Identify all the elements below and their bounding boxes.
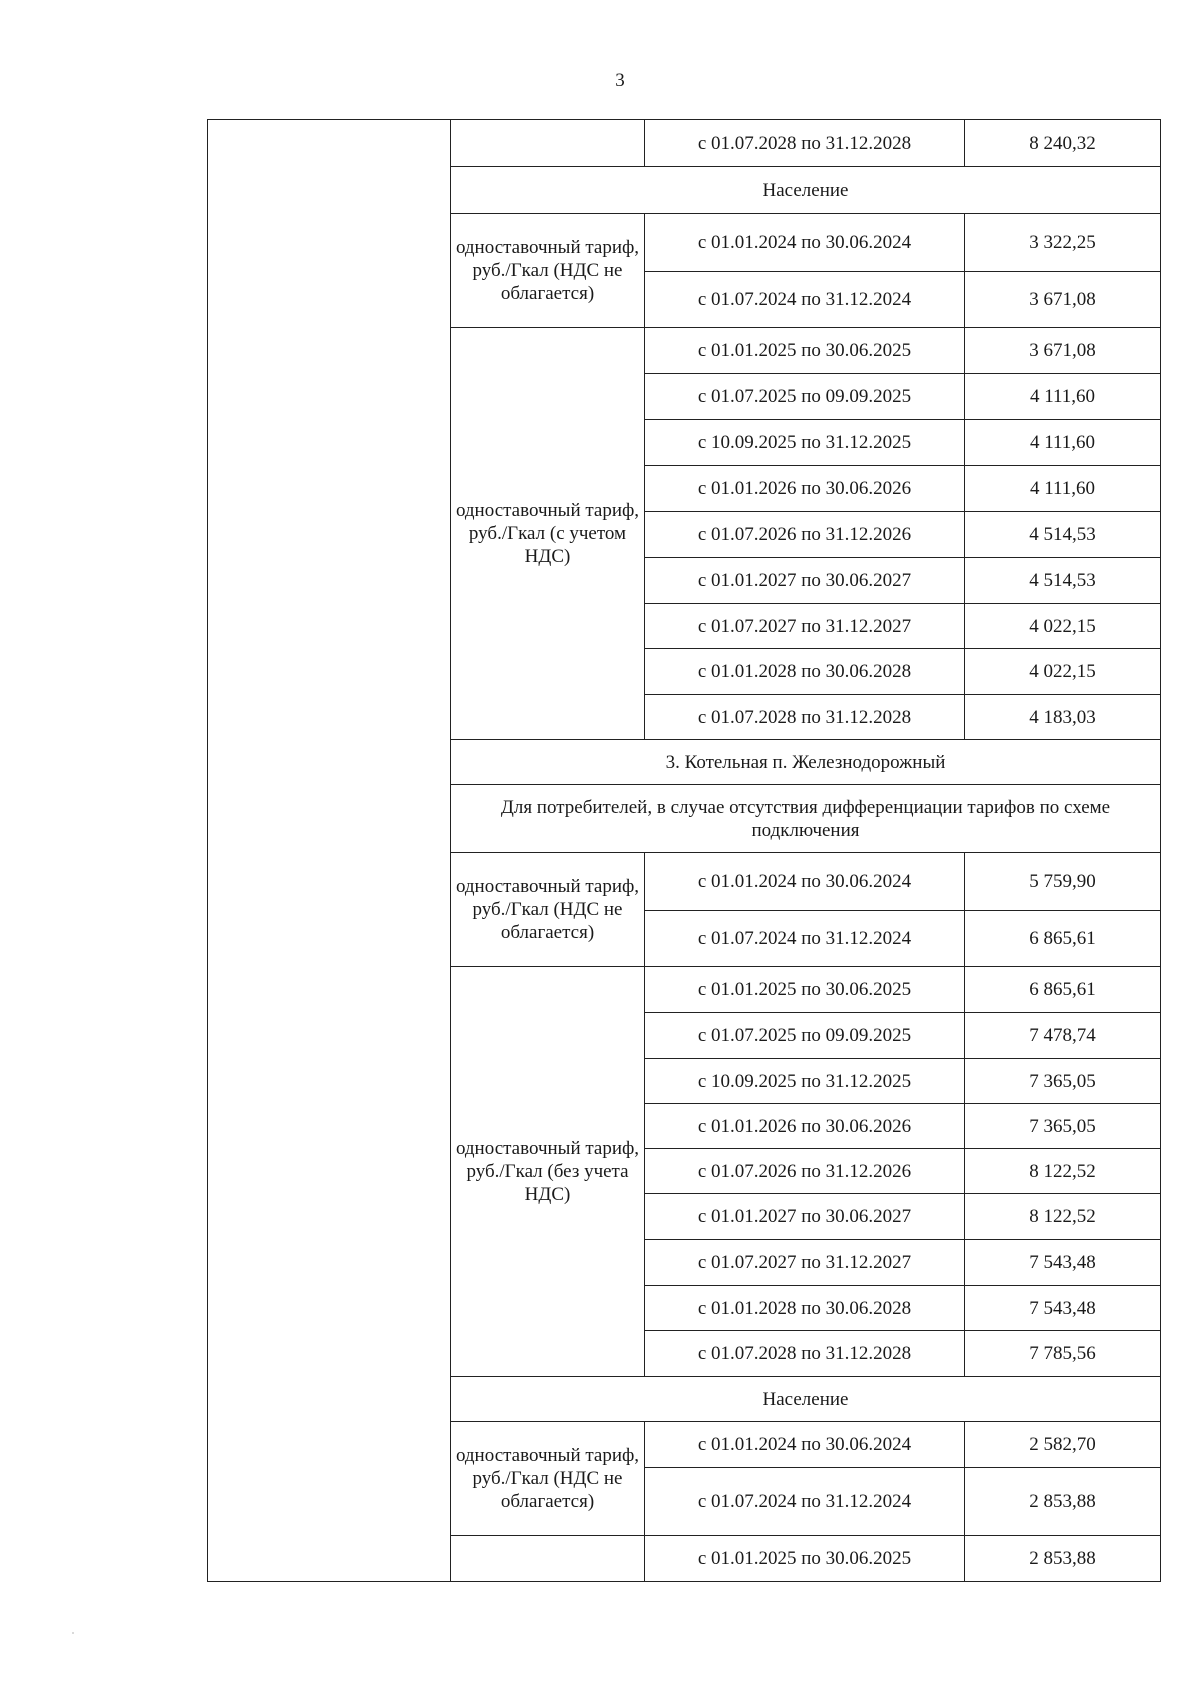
tariff-value-cell: 3 671,08 bbox=[965, 328, 1161, 374]
tariff-value-cell: 7 478,74 bbox=[965, 1013, 1161, 1059]
period-cell: с 01.07.2028 по 31.12.2028 bbox=[645, 695, 965, 740]
tariff-value-cell: 4 183,03 bbox=[965, 695, 1161, 740]
section-header: 3. Котельная п. Железнодорожный bbox=[451, 740, 1161, 785]
rate-type-cell: одноставочный тариф, руб./Гкал (НДС не облагается) bbox=[451, 1422, 645, 1536]
period-cell: с 01.01.2026 по 30.06.2026 bbox=[645, 466, 965, 512]
tariff-value-cell: 4 111,60 bbox=[965, 420, 1161, 466]
period-cell: с 01.07.2028 по 31.12.2028 bbox=[645, 120, 965, 167]
tariff-value-cell: 7 365,05 bbox=[965, 1104, 1161, 1149]
period-cell: с 01.01.2024 по 30.06.2024 bbox=[645, 214, 965, 272]
period-cell: с 01.07.2025 по 09.09.2025 bbox=[645, 374, 965, 420]
tariff-value-cell: 4 111,60 bbox=[965, 374, 1161, 420]
rate-type-cell bbox=[451, 1536, 645, 1582]
tariff-value-cell: 8 122,52 bbox=[965, 1149, 1161, 1194]
tariff-value-cell: 5 759,90 bbox=[965, 853, 1161, 911]
scan-artifact bbox=[72, 1632, 74, 1634]
rate-type-cell bbox=[451, 120, 645, 167]
tariff-value-cell: 2 582,70 bbox=[965, 1422, 1161, 1468]
period-cell: с 01.07.2024 по 31.12.2024 bbox=[645, 911, 965, 967]
tariff-value-cell: 4 022,15 bbox=[965, 604, 1161, 649]
tariff-value-cell: 8 122,52 bbox=[965, 1194, 1161, 1240]
rate-type-cell: одноставочный тариф, руб./Гкал (без учета НДС) bbox=[451, 967, 645, 1377]
period-cell: с 01.01.2025 по 30.06.2025 bbox=[645, 967, 965, 1013]
period-cell: с 01.01.2025 по 30.06.2025 bbox=[645, 328, 965, 374]
period-cell: с 01.01.2024 по 30.06.2024 bbox=[645, 853, 965, 911]
period-cell: с 01.07.2025 по 09.09.2025 bbox=[645, 1013, 965, 1059]
organization-column-cell bbox=[208, 120, 451, 1582]
period-cell: с 10.09.2025 по 31.12.2025 bbox=[645, 1059, 965, 1104]
section-header: Для потребителей, в случае отсутствия дифференциации тарифов по схеме подключения bbox=[451, 785, 1161, 853]
tariff-value-cell: 6 865,61 bbox=[965, 911, 1161, 967]
period-cell: с 01.07.2026 по 31.12.2026 bbox=[645, 1149, 965, 1194]
period-cell: с 01.01.2028 по 30.06.2028 bbox=[645, 1286, 965, 1331]
tariff-value-cell: 7 365,05 bbox=[965, 1059, 1161, 1104]
tariff-value-cell: 7 543,48 bbox=[965, 1286, 1161, 1331]
period-cell: с 10.09.2025 по 31.12.2025 bbox=[645, 420, 965, 466]
period-cell: с 01.01.2028 по 30.06.2028 bbox=[645, 649, 965, 695]
tariff-value-cell: 2 853,88 bbox=[965, 1468, 1161, 1536]
rate-type-cell: одноставочный тариф, руб./Гкал (НДС не облагается) bbox=[451, 853, 645, 967]
tariff-value-cell: 4 111,60 bbox=[965, 466, 1161, 512]
tariff-value-cell: 4 514,53 bbox=[965, 512, 1161, 558]
tariff-value-cell: 6 865,61 bbox=[965, 967, 1161, 1013]
tariff-value-cell: 4 022,15 bbox=[965, 649, 1161, 695]
period-cell: с 01.01.2024 по 30.06.2024 bbox=[645, 1422, 965, 1468]
rate-type-cell: одноставочный тариф, руб./Гкал (с учетом НДС) bbox=[451, 328, 645, 740]
section-header: Население bbox=[451, 1377, 1161, 1422]
period-cell: с 01.01.2027 по 30.06.2027 bbox=[645, 1194, 965, 1240]
tariff-value-cell: 3 671,08 bbox=[965, 272, 1161, 328]
period-cell: с 01.01.2027 по 30.06.2027 bbox=[645, 558, 965, 604]
tariff-table bbox=[207, 119, 1161, 1582]
tariff-value-cell: 4 514,53 bbox=[965, 558, 1161, 604]
period-cell: с 01.07.2026 по 31.12.2026 bbox=[645, 512, 965, 558]
period-cell: с 01.01.2026 по 30.06.2026 bbox=[645, 1104, 965, 1149]
tariff-value-cell: 3 322,25 bbox=[965, 214, 1161, 272]
tariff-value-cell: 7 543,48 bbox=[965, 1240, 1161, 1286]
period-cell: с 01.07.2024 по 31.12.2024 bbox=[645, 272, 965, 328]
tariff-value-cell: 8 240,32 bbox=[965, 120, 1161, 167]
period-cell: с 01.07.2027 по 31.12.2027 bbox=[645, 604, 965, 649]
period-cell: с 01.07.2024 по 31.12.2024 bbox=[645, 1468, 965, 1536]
rate-type-cell: одноставочный тариф, руб./Гкал (НДС не облагается) bbox=[451, 214, 645, 328]
period-cell: с 01.07.2027 по 31.12.2027 bbox=[645, 1240, 965, 1286]
tariff-row bbox=[208, 120, 1161, 167]
period-cell: с 01.01.2025 по 30.06.2025 bbox=[645, 1536, 965, 1582]
section-header: Население bbox=[451, 167, 1161, 214]
tariff-value-cell: 2 853,88 bbox=[965, 1536, 1161, 1582]
period-cell: с 01.07.2028 по 31.12.2028 bbox=[645, 1331, 965, 1377]
page-number: 3 bbox=[615, 70, 625, 91]
tariff-value-cell: 7 785,56 bbox=[965, 1331, 1161, 1377]
